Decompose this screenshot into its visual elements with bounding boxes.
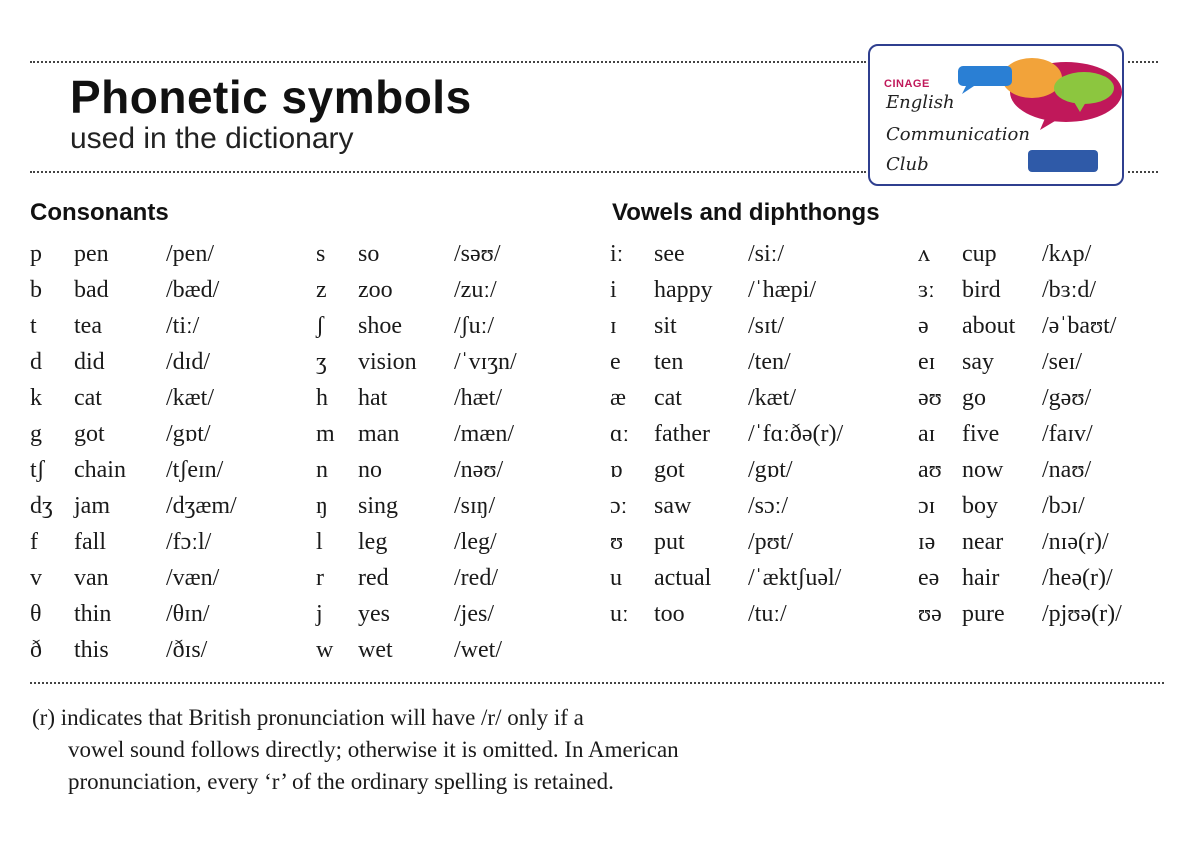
consonant-example-word: no (358, 457, 382, 483)
consonant-symbol: v (30, 565, 42, 591)
consonant-symbol: n (316, 457, 328, 483)
top-dotted-rule (30, 61, 866, 63)
vowel-example-word: pure (962, 601, 1005, 627)
vowel-example-word: happy (654, 277, 713, 303)
consonant-transcription: /nəʊ/ (454, 457, 504, 483)
vowel-example-word: father (654, 421, 710, 447)
vowel-symbol: ɔː (610, 493, 628, 519)
consonant-symbol: w (316, 637, 334, 663)
consonant-transcription: /sɪŋ/ (454, 493, 496, 519)
consonant-symbol: ʃ (316, 313, 324, 339)
vowel-transcription: /bɜːd/ (1042, 277, 1097, 303)
vowel-example-word: got (654, 457, 685, 483)
vowel-symbol: ɪə (918, 529, 936, 555)
vowel-transcription: /kæt/ (748, 385, 797, 411)
vowel-symbol: əʊ (918, 385, 942, 411)
footer-dotted-rule (30, 682, 1164, 684)
consonant-example-word: this (74, 637, 109, 663)
vowel-example-word: near (962, 529, 1004, 555)
vowel-symbol: ɒ (610, 457, 623, 483)
vowel-example-word: cat (654, 385, 682, 411)
consonant-transcription: /jes/ (454, 601, 494, 627)
consonant-example-word: did (74, 349, 105, 375)
consonant-transcription: /tiː/ (166, 313, 200, 339)
vowel-example-word: sit (654, 313, 677, 339)
vowel-example-word: ten (654, 349, 684, 375)
vowel-symbol: ə (918, 313, 929, 339)
vowel-symbol: aɪ (918, 421, 936, 447)
consonant-example-word: got (74, 421, 105, 447)
header-dotted-rule-right (1128, 171, 1158, 173)
vowel-transcription: /gɒt/ (748, 457, 793, 483)
vowel-symbol: ɜː (918, 277, 935, 303)
vowel-example-word: see (654, 241, 685, 267)
consonant-example-word: pen (74, 241, 109, 267)
note-line-2: vowel sound follows directly; otherwise it is omitted. In American (68, 737, 679, 762)
consonant-example-word: bad (74, 277, 109, 303)
vowel-example-word: boy (962, 493, 998, 519)
consonant-example-word: jam (74, 493, 110, 519)
note-line-3: pronunciation, every ‘r’ of the ordinary spelling is retained. (68, 769, 614, 794)
vowels-heading: Vowels and diphthongs (612, 199, 880, 226)
vowel-transcription: /tuː/ (748, 601, 787, 627)
consonant-example-word: tea (74, 313, 102, 339)
consonant-example-word: shoe (358, 313, 402, 339)
vowel-transcription: /siː/ (748, 241, 785, 267)
consonant-transcription: /ʃuː/ (454, 313, 494, 339)
consonant-symbol: r (316, 565, 324, 591)
consonant-example-word: sing (358, 493, 399, 519)
vowel-transcription: /kʌp/ (1042, 241, 1092, 267)
vowel-transcription: /ˈæktʃuəl/ (748, 565, 842, 591)
logo-brand-text: CINAGE (884, 78, 930, 90)
vowel-transcription: /pjʊə(r)/ (1042, 601, 1122, 627)
vowel-symbol: eə (918, 565, 940, 591)
vowel-example-word: too (654, 601, 685, 627)
consonant-example-word: cat (74, 385, 102, 411)
consonant-transcription: /mæn/ (454, 421, 515, 447)
vowel-transcription: /faɪv/ (1042, 421, 1093, 447)
vowel-transcription: /naʊ/ (1042, 457, 1092, 483)
top-dotted-rule-right (1128, 61, 1158, 63)
consonant-transcription: /kæt/ (166, 385, 215, 411)
consonant-example-word: man (358, 421, 400, 447)
vowel-transcription: /seɪ/ (1042, 349, 1082, 375)
vowel-transcription: /bɔɪ/ (1042, 493, 1085, 519)
consonant-transcription: /ðɪs/ (166, 637, 208, 663)
vowel-symbol: ʊə (918, 601, 942, 627)
vowel-symbol: ɪ (610, 313, 617, 339)
vowel-transcription: /nɪə(r)/ (1042, 529, 1109, 555)
consonant-example-word: wet (358, 637, 393, 663)
consonant-symbol: k (30, 385, 42, 411)
consonant-example-word: so (358, 241, 380, 267)
vowel-example-word: about (962, 313, 1016, 339)
consonant-symbol: d (30, 349, 42, 375)
consonant-symbol: g (30, 421, 42, 447)
vowel-example-word: actual (654, 565, 712, 591)
vowel-symbol: iː (610, 241, 624, 267)
pronunciation-note (32, 702, 932, 798)
consonant-transcription: /bæd/ (166, 277, 220, 303)
vowel-symbol: ɔɪ (918, 493, 936, 519)
consonant-symbol: t (30, 313, 37, 339)
consonant-transcription: /ˈvɪʒn/ (454, 349, 517, 375)
logo-line-club: Club (886, 154, 929, 175)
consonant-symbol: tʃ (30, 457, 45, 483)
vowel-example-word: cup (962, 241, 997, 267)
vowel-transcription: /ˈfɑːðə(r)/ (748, 421, 844, 447)
consonant-transcription: /zuː/ (454, 277, 497, 303)
vowel-example-word: hair (962, 565, 1000, 591)
consonant-symbol: ŋ (316, 493, 328, 519)
vowel-symbol: u (610, 565, 622, 591)
vowel-transcription: /əˈbaʊt/ (1042, 313, 1117, 339)
vowel-symbol: æ (610, 385, 627, 411)
consonant-example-word: chain (74, 457, 126, 483)
consonant-example-word: red (358, 565, 389, 591)
consonant-symbol: ð (30, 637, 42, 663)
consonant-symbol: b (30, 277, 42, 303)
consonant-transcription: /dɪd/ (166, 349, 211, 375)
consonant-transcription: /fɔːl/ (166, 529, 212, 555)
vowel-symbol: ʌ (918, 241, 930, 267)
consonant-example-word: yes (358, 601, 390, 627)
consonant-transcription: /hæt/ (454, 385, 503, 411)
consonant-transcription: /red/ (454, 565, 498, 591)
consonant-example-word: hat (358, 385, 388, 411)
page-subtitle: used in the dictionary (70, 122, 354, 155)
vowel-example-word: say (962, 349, 994, 375)
vowel-transcription: /sɪt/ (748, 313, 785, 339)
vowel-transcription: /gəʊ/ (1042, 385, 1092, 411)
vowel-symbol: eɪ (918, 349, 936, 375)
consonant-example-word: zoo (358, 277, 393, 303)
consonant-symbol: p (30, 241, 42, 267)
vowel-transcription: /sɔː/ (748, 493, 788, 519)
vowel-symbol: ʊ (610, 529, 624, 555)
consonant-example-word: van (74, 565, 109, 591)
consonant-transcription: /wet/ (454, 637, 502, 663)
vowel-transcription: /pʊt/ (748, 529, 794, 555)
page-title: Phonetic symbols (70, 71, 472, 123)
club-logo (868, 44, 1124, 186)
vowel-symbol: ɑː (610, 421, 630, 447)
vowel-transcription: /ˈhæpi/ (748, 277, 817, 303)
vowel-symbol: aʊ (918, 457, 942, 483)
vowel-example-word: five (962, 421, 1000, 447)
note-line-1: (r) indicates that British pronunciation will have /r/ only if a (32, 705, 584, 730)
consonant-example-word: vision (358, 349, 417, 375)
consonant-symbol: dʒ (30, 493, 53, 519)
vowel-symbol: e (610, 349, 621, 375)
vowel-transcription: /heə(r)/ (1042, 565, 1113, 591)
vowel-example-word: saw (654, 493, 692, 519)
consonant-transcription: /səʊ/ (454, 241, 501, 267)
consonant-transcription: /θɪn/ (166, 601, 210, 627)
consonants-heading: Consonants (30, 199, 169, 226)
consonant-transcription: /leg/ (454, 529, 497, 555)
consonant-transcription: /væn/ (166, 565, 220, 591)
logo-line-english: English (886, 92, 955, 113)
consonant-example-word: fall (74, 529, 106, 555)
vowel-example-word: now (962, 457, 1004, 483)
header-dotted-rule (30, 171, 866, 173)
vowel-example-word: bird (962, 277, 1001, 303)
consonant-symbol: s (316, 241, 326, 267)
vowel-example-word: put (654, 529, 685, 555)
consonant-symbol: m (316, 421, 335, 447)
consonant-symbol: j (316, 601, 323, 627)
vowel-symbol: i (610, 277, 617, 303)
consonant-symbol: z (316, 277, 327, 303)
consonant-transcription: /tʃeɪn/ (166, 457, 224, 483)
consonant-example-word: thin (74, 601, 112, 627)
consonant-symbol: θ (30, 601, 42, 627)
consonant-transcription: /pen/ (166, 241, 214, 267)
consonant-symbol: ʒ (316, 349, 327, 375)
consonant-symbol: l (316, 529, 323, 555)
consonant-symbol: f (30, 529, 38, 555)
consonant-transcription: /dʒæm/ (166, 493, 237, 519)
vowel-example-word: go (962, 385, 986, 411)
consonant-symbol: h (316, 385, 328, 411)
vowel-transcription: /ten/ (748, 349, 791, 375)
logo-line-communication: Communication (886, 124, 1030, 145)
vowel-symbol: uː (610, 601, 629, 627)
consonant-example-word: leg (358, 529, 388, 555)
consonant-transcription: /gɒt/ (166, 421, 211, 447)
